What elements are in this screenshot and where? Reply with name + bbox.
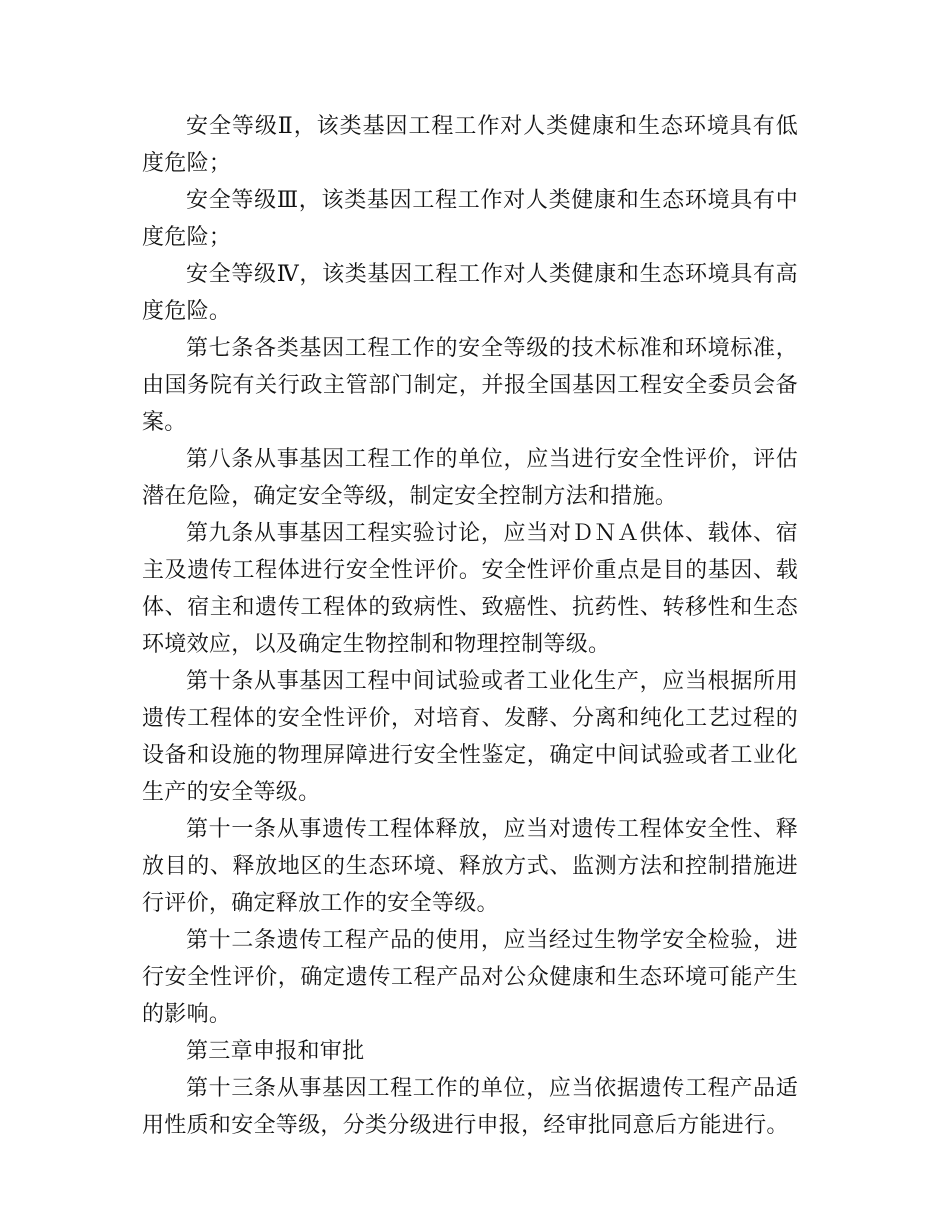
paragraph-article-13: 第十三条从事基因工程工作的单位，应当依据遗传工程产品适用性质和安全等级，分类分级进行申报，经审批同意后方能进行。	[142, 1076, 798, 1138]
paragraph-safety-level-2: 安全等级Ⅱ，该类基因工程工作对人类健康和生态环境具有低度危险；	[142, 114, 798, 176]
paragraph-article-7: 第七条各类基因工程工作的安全等级的技术标准和环境标准，由国务院有关行政主管部门制定，并报全国基因工程安全委员会备案。	[142, 336, 798, 435]
paragraph-safety-level-4: 安全等级Ⅳ，该类基因工程工作对人类健康和生态环境具有高度危险。	[142, 262, 798, 324]
paragraph-safety-level-3: 安全等级Ⅲ，该类基因工程工作对人类健康和生态环境具有中度危险；	[142, 188, 798, 250]
paragraph-article-11: 第十一条从事遗传工程体释放，应当对遗传工程体安全性、释放目的、释放地区的生态环境、释放方式、监测方法和控制措施进行评价，确定释放工作的安全等级。	[142, 817, 798, 916]
paragraph-article-10: 第十条从事基因工程中间试验或者工业化生产，应当根据所用遗传工程体的安全性评价，对培育、发酵、分离和纯化工艺过程的设备和设施的物理屏障进行安全性鉴定，确定中间试验或者工业化生产的安全等级。	[142, 669, 798, 805]
chapter-heading: 第三章申报和审批	[186, 1039, 365, 1064]
document-body	[142, 108, 798, 1144]
paragraph-article-12: 第十二条遗传工程产品的使用，应当经过生物学安全检验，进行安全性评价，确定遗传工程产品对公众健康和生态环境可能产生的影响。	[142, 928, 798, 1027]
paragraph-article-8: 第八条从事基因工程工作的单位，应当进行安全性评价，评估潜在危险，确定安全等级，制定安全控制方法和措施。	[142, 447, 798, 509]
paragraph-article-9: 第九条从事基因工程实验讨论，应当对ＤＮＡ供体、载体、宿主及遗传工程体进行安全性评价。安全性评价重点是目的基因、载体、宿主和遗传工程体的致病性、致癌性、抗药性、转移性和生态环境效应，以及确定生物控制和物理控制等级。	[142, 521, 798, 657]
